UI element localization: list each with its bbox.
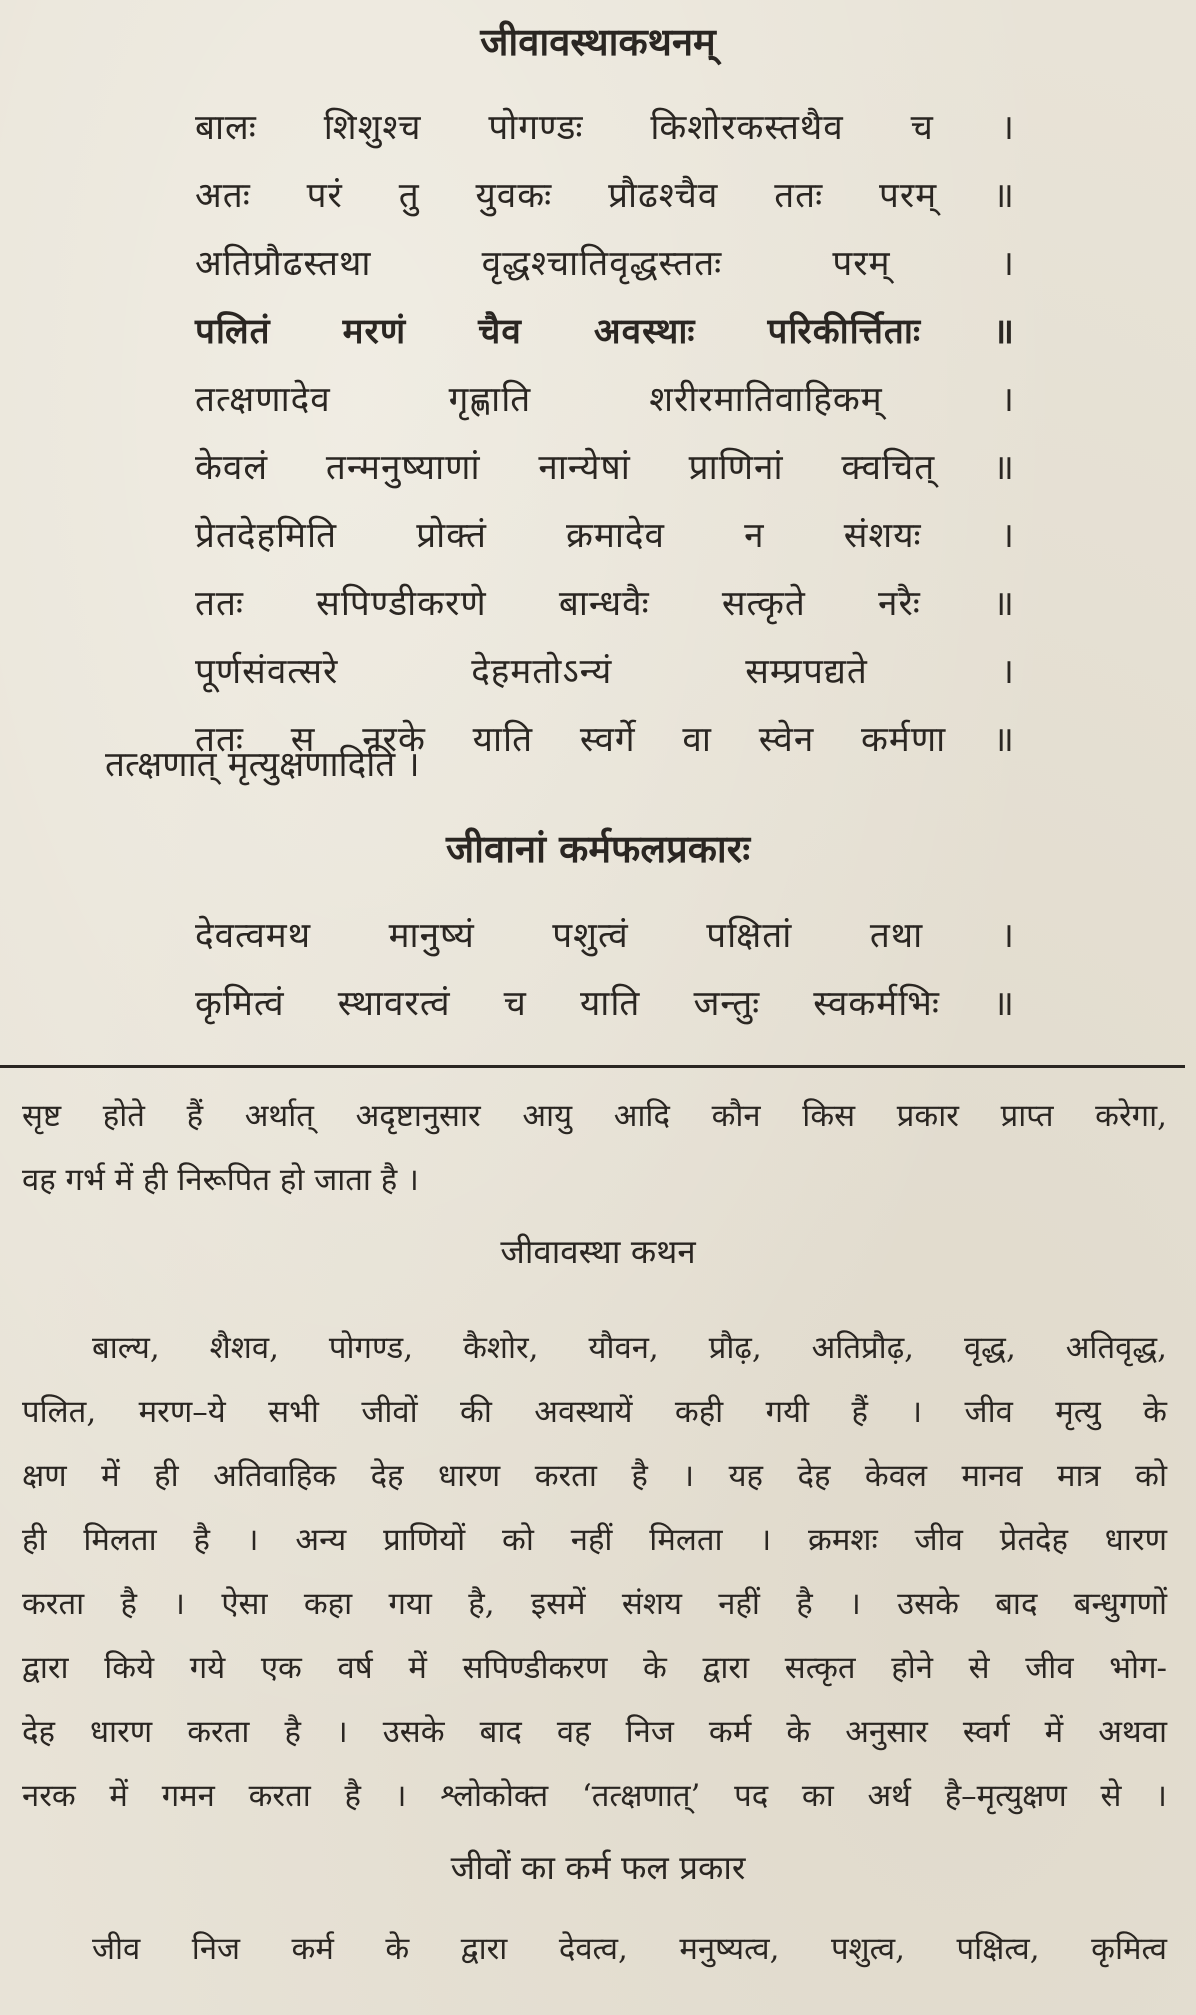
sanskrit-heading-2: जीवानां कर्मफलप्रकारः [445, 826, 750, 871]
verse-line: तत्क्षणादेव गृह्णाति शरीरमातिवाहिकम् । [195, 380, 1015, 420]
verse-line: अतिप्रौढस्तथा वृद्धश्चातिवृद्धस्ततः परम् । [195, 244, 1015, 284]
hindi-line: सृष्ट होते हैं अर्थात् अदृष्टानुसार आयु आदि कौन किस प्रकार प्राप्त करेगा, [22, 1098, 1167, 1134]
verse-line: ततः सपिण्डीकरणे बान्धवैः सत्कृते नरैः ॥ [195, 584, 1015, 624]
verse-line: देवत्वमथ मानुष्यं पशुत्वं पक्षितां तथा । [195, 916, 1015, 956]
section-divider [0, 1065, 1185, 1068]
verse-line: बालः शिशुश्च पोगण्डः किशोरकस्तथैव च । [195, 108, 1015, 148]
sanskrit-verses-1 [195, 94, 1015, 774]
verse-line: अतः परं तु युवकः प्रौढश्चैव ततः परम् ॥ [195, 176, 1015, 216]
hindi-heading-2: जीवों का कर्म फल प्रकार [450, 1848, 746, 1887]
verse-line: पूर्णसंवत्सरे देहमतोऽन्यं सम्प्रपद्यते । [195, 652, 1015, 692]
sanskrit-note: तत्क्षणात् मृत्युक्षणादिति । [105, 745, 420, 785]
hindi-heading-1: जीवावस्था कथन [500, 1232, 696, 1271]
hindi-line: वह गर्भ में ही निरूपित हो जाता है । [22, 1162, 419, 1198]
sanskrit-verses-2 [195, 902, 1015, 1038]
hindi-line: ही मिलता है । अन्य प्राणियों को नहीं मिलता । क्रमशः जीव प्रेतदेह धारण [22, 1522, 1167, 1558]
hindi-line: नरक में गमन करता है । श्लोकोक्त ‘तत्क्षणात्’ पद का अर्थ है–मृत्युक्षण से । [22, 1778, 1167, 1814]
verse-line: ततः स नरके याति स्वर्गे वा स्वेन कर्मणा ॥ [195, 720, 1015, 760]
hindi-paragraph [22, 1316, 1167, 1828]
hindi-intro [22, 1084, 1167, 1212]
hindi-line: द्वारा किये गये एक वर्ष में सपिण्डीकरण के द्वारा सत्कृत होने से जीव भोग- [22, 1650, 1167, 1686]
verse-line: प्रेतदेहमिति प्रोक्तं क्रमादेव न संशयः । [195, 516, 1015, 556]
verse-line: पलितं मरणं चैव अवस्थाः परिकीर्त्तिताः ॥ [195, 311, 1015, 352]
hindi-line: बाल्य, शैशव, पोगण्ड, कैशोर, यौवन, प्रौढ़, अतिप्रौढ़, वृद्ध, अतिवृद्ध, [92, 1330, 1167, 1366]
hindi-line: क्षण में ही अतिवाहिक देह धारण करता है । यह देह केवल मानव मात्र को [22, 1458, 1167, 1494]
hindi-last [22, 1917, 1167, 1981]
hindi-line: करता है । ऐसा कहा गया है, इसमें संशय नहीं है । उसके बाद बन्धुगणों [22, 1586, 1167, 1622]
hindi-line: पलित, मरण–ये सभी जीवों की अवस्थायें कही गयी हैं । जीव मृत्यु के [22, 1394, 1167, 1430]
verse-line: केवलं तन्मनुष्याणां नान्येषां प्राणिनां क्वचित् ॥ [195, 448, 1015, 488]
sanskrit-heading-1: जीवावस्थाकथनम् [480, 19, 716, 64]
verse-line: कृमित्वं स्थावरत्वं च याति जन्तुः स्वकर्मभिः ॥ [195, 984, 1015, 1024]
hindi-line: देह धारण करता है । उसके बाद वह निज कर्म के अनुसार स्वर्ग में अथवा [22, 1714, 1167, 1750]
hindi-line: जीव निज कर्म के द्वारा देवत्व, मनुष्यत्व, पशुत्व, पक्षित्व, कृमित्व [92, 1931, 1167, 1967]
